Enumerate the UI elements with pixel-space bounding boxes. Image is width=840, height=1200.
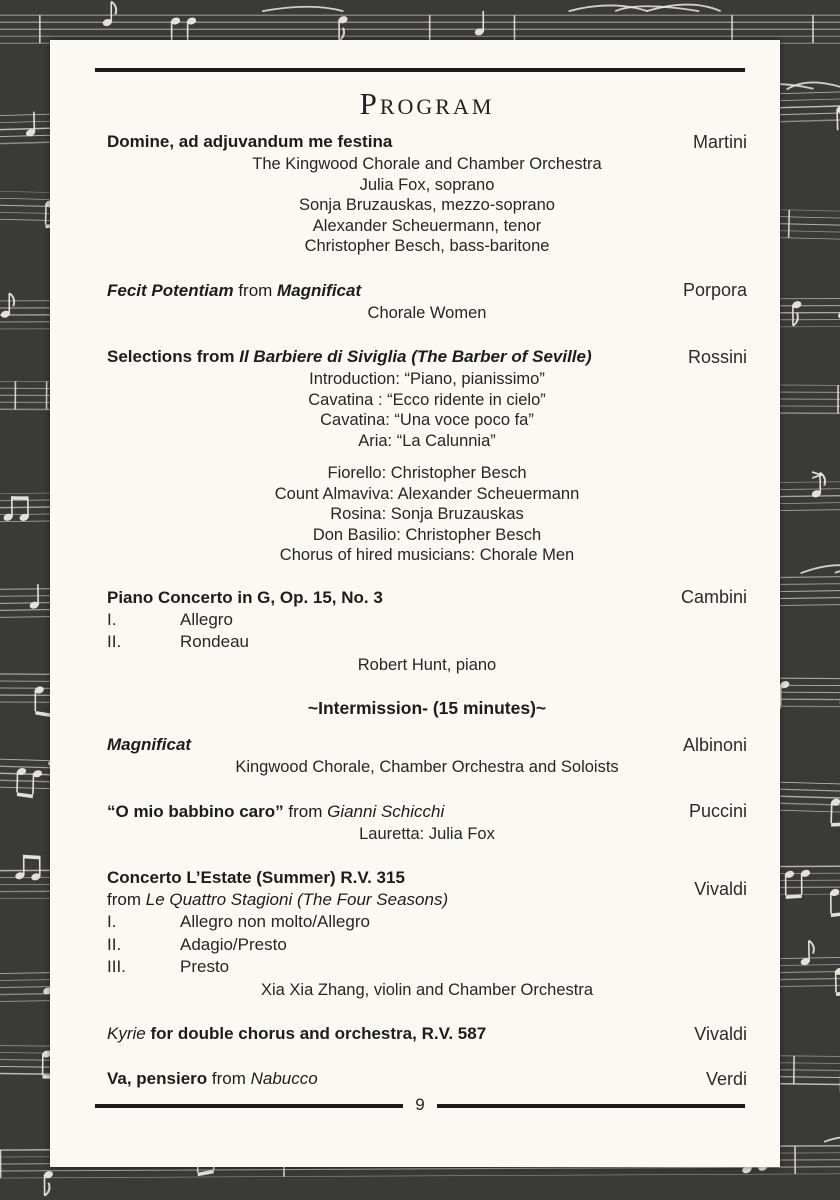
piece-title-line: Concerto L’Estate (Summer) R.V. 315: [107, 868, 405, 887]
piece-title-line: Fecit Potentiam from Magnificat: [107, 280, 362, 300]
piece-head: [107, 734, 747, 756]
piece-head: [107, 280, 747, 302]
performer-lines: Introduction: “Piano, pianissimo” Cavatina : “Ecco ridente in cielo” Cavatina: “Una voce poco fa” Aria: “La Calunnia”: [308, 370, 546, 450]
composer-name: Albinoni: [682, 734, 747, 755]
performer-lines: Robert Hunt, piano: [357, 655, 497, 674]
piece-title: [107, 346, 592, 368]
piece-head: [107, 131, 747, 153]
program-piece: [107, 734, 747, 778]
piece-title: [107, 1068, 318, 1090]
piece-head: [107, 1068, 747, 1090]
movement-row: II. Adagio/Presto: [107, 934, 287, 954]
performer-lines: Kingwood Chorale, Chamber Orchestra and Soloists: [235, 758, 619, 776]
program-piece: [107, 867, 747, 1000]
piece-head: [107, 867, 747, 911]
program-piece: [107, 801, 747, 845]
piece-title: [107, 131, 392, 153]
bottom-rule-right: [437, 1104, 745, 1108]
performer-lines: Fiorello: Christopher Besch Count Almaviva: Alexander Scheuermann Rosina: Sonja Bruzauskas Don Basilio: Christopher Besch Chorus of hired musicians: Chorale Men: [274, 464, 580, 564]
movement-row: I. Allegro: [107, 609, 233, 629]
performer-lines: The Kingwood Chorale and Chamber Orchestra Julia Fox, soprano Sonja Bruzauskas, mezzo-soprano Alexander Scheuermann, tenor Christopher Besch, bass-baritone: [252, 155, 602, 255]
performer-lines: Chorale Women: [367, 303, 487, 322]
composer-name: Puccini: [688, 801, 747, 821]
performer-lines: Lauretta: Julia Fox: [359, 824, 495, 843]
program-list: [107, 131, 747, 1090]
composer-name: Martini: [692, 131, 747, 152]
piece-title-line: Kyrie for double chorus and orchestra, R.V. 587: [107, 1024, 487, 1043]
program-piece: [107, 587, 747, 676]
piece-title: [107, 1023, 486, 1045]
piece-title-line: Piano Concerto in G, Op. 15, No. 3: [107, 587, 383, 607]
piece-title: [107, 280, 361, 302]
movement-list: [107, 609, 747, 654]
piece-title: [107, 801, 444, 823]
piece-head: [107, 346, 747, 368]
page-number: 9: [415, 1095, 425, 1114]
program-piece: [107, 346, 747, 566]
movement-row: III. Presto: [107, 957, 230, 976]
piece-title-line: from Le Quattro Stagioni (The Four Seasons): [107, 890, 449, 909]
program-piece: [107, 280, 747, 324]
composer-name: Cambini: [680, 587, 747, 607]
piece-title: [107, 734, 191, 756]
movement-list: [107, 911, 747, 979]
top-double-rule: [95, 68, 745, 72]
movement-row: II. Rondeau: [107, 632, 250, 651]
bottom-double-rule: [95, 1097, 745, 1114]
piece-title-line: Selections from Il Barbiere di Siviglia (The Barber of Seville): [107, 347, 592, 366]
piece-head: [107, 587, 747, 609]
composer-name: Porpora: [682, 280, 747, 300]
bottom-rule-left: [95, 1104, 403, 1108]
piece-title-line: Magnificat: [107, 735, 192, 754]
piece-title-line: “O mio babbino caro” from Gianni Schicchi: [107, 801, 445, 821]
page-title: Program: [359, 86, 495, 121]
piece-title: [107, 587, 383, 609]
composer-name: Verdi: [705, 1068, 747, 1089]
piece-title-line: Va, pensiero from Nabucco: [107, 1069, 318, 1088]
program-piece: [107, 1068, 747, 1090]
program-piece: [107, 131, 747, 257]
piece-head: [107, 801, 747, 823]
movement-row: I. Allegro non molto/Allegro: [107, 912, 370, 931]
piece-head: [107, 1023, 747, 1045]
performer-lines: Xia Xia Zhang, violin and Chamber Orchestra: [261, 980, 593, 999]
program-page: [50, 40, 780, 1167]
piece-title: [107, 867, 448, 911]
composer-name: Vivaldi: [694, 878, 747, 899]
composer-name: Vivaldi: [694, 1023, 747, 1044]
piece-title-line: Domine, ad adjuvandum me festina: [107, 132, 393, 151]
program-piece: [107, 1023, 747, 1045]
composer-name: Rossini: [687, 346, 747, 367]
intermission-note: ~Intermission- (15 minutes)~: [307, 698, 547, 718]
